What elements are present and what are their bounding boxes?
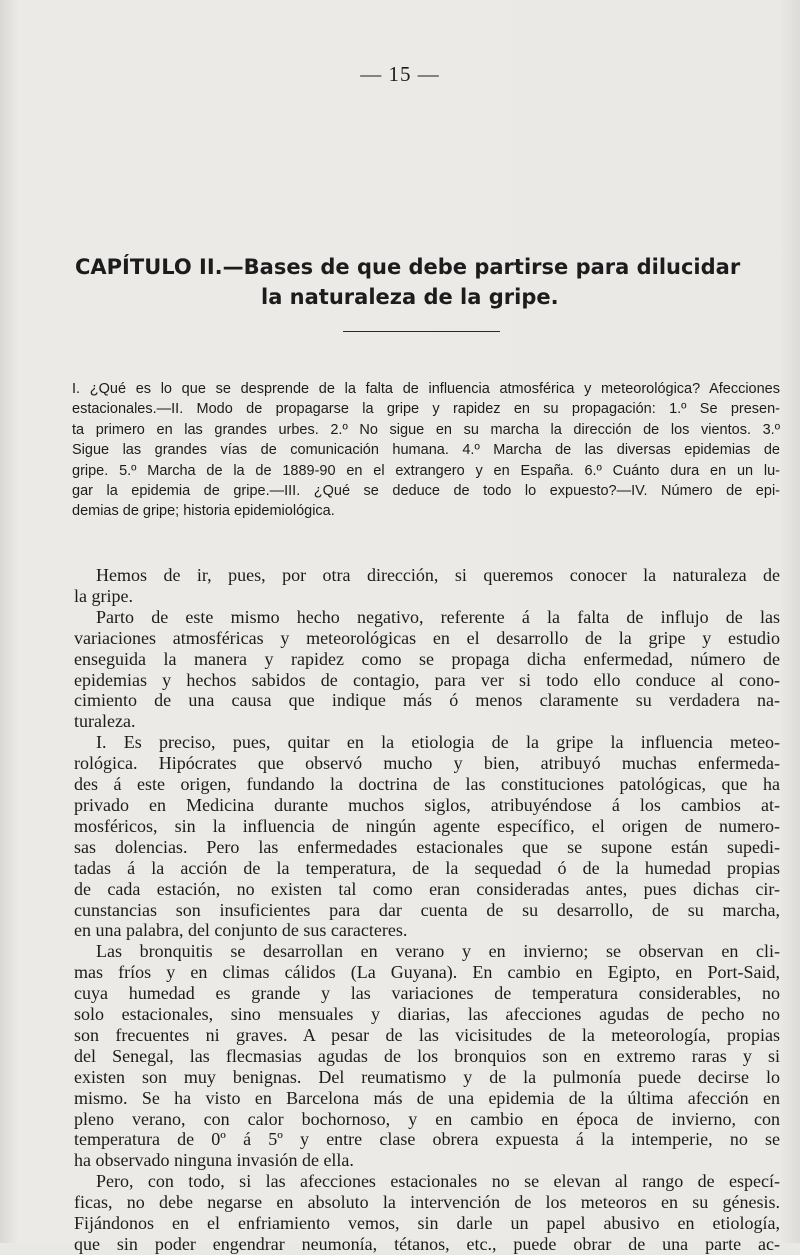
page-number: — 15 — [360, 62, 440, 86]
summary-line: demias de gripe; historia epidemiológica. [72, 503, 335, 520]
body-line: mosféricos, sin la influencia de ningún agente específico, el origen de numero- [74, 815, 780, 836]
body-line: ficas, no debe negarse en absoluto la intervención de los meteoros en su génesis. [74, 1192, 780, 1213]
summary-line: gar la epidemia de gripe.—III. ¿Qué se deduce de todo lo expuesto?—IV. Número de epi- [72, 483, 780, 500]
body-line: rológica. Hipócrates que observó mucho y bien, atribuyó muchas enfermeda- [74, 753, 780, 774]
title-divider [343, 331, 500, 332]
body-line: des á este origen, fundando la doctrina de las constituciones patológicas, que ha [74, 774, 780, 795]
body-line: temperatura de 0º á 5º y entre clase obrera expuesta á la intemperie, no se [74, 1129, 780, 1150]
body-line: cimiento de una causa que indique más ó menos claramente su verdadera na- [74, 690, 780, 711]
summary-line: estacionales.—II. Modo de propagarse la gripe y rapidez en su propagación: 1.º Se presen- [72, 401, 780, 418]
body-line: epidemias y hechos sabidos de contagio, para ver si todo ello conduce al cono- [74, 669, 780, 690]
body-line: turaleza. [74, 711, 136, 732]
body-line: Las bronquitis se desarrollan en verano y en invierno; se observan en cli- [96, 941, 780, 962]
body-line: mismo. Se ha visto en Barcelona más de una epidemia de la última afección en [74, 1087, 780, 1108]
body-line: ha observado ninguna invasión de ella. [74, 1150, 354, 1171]
body-line: cunstancias son insuficientes para dar cuenta de su desarrollo, de su marcha, [74, 899, 780, 920]
body-line: Parto de este mismo hecho negativo, referente á la falta de influjo de las [96, 606, 780, 627]
body-line: Pero, con todo, si las afecciones estacionales no se elevan al rango de especí- [96, 1171, 780, 1192]
body-line: privado en Medicina durante muchos siglos, atribuyéndose á los cambios at- [74, 794, 780, 815]
body-line: mas fríos y en climas cálidos (La Guyana). En cambio en Egipto, en Port-Said, [74, 962, 780, 983]
body-line: del Senegal, las flecmasias agudas de los bronquios son en extremo raras y si [74, 1045, 780, 1066]
body-line: Hemos de ir, pues, por otra dirección, si queremos conocer la naturaleza de [96, 565, 780, 585]
body-line: cuya humedad es grande y las variaciones de temperatura considerables, no [74, 983, 780, 1004]
body-line: de cada estación, no existen tal como eran consideradas antes, pues dichas cir- [74, 878, 780, 899]
body-line: solo estacionales, sino mensuales y diarias, las afecciones agudas de pecho no [74, 1004, 780, 1025]
body-line: existen son muy benignas. Del reumatismo y de la pulmonía puede decirse lo [74, 1066, 780, 1087]
chapter-title-line-1: CAPÍTULO II.—Bases de que debe partirse para dilucidar [75, 255, 741, 279]
body-line: son frecuentes ni graves. A pesar de las vicisitudes de la meteorología, propias [74, 1024, 780, 1045]
body-line: que sin poder engendrar neumonía, tétanos, etc., puede obrar de una parte ac- [74, 1234, 780, 1254]
chapter-title [75, 252, 800, 312]
body-line: sas dolencias. Pero las enfermedades estacionales que se supone están supedi- [74, 836, 780, 857]
summary-line: ta primero en las grandes urbes. 2.º No sigue en su marcha la dirección de los vientos. 3.º [72, 421, 780, 438]
body-line: I. Es preciso, pues, quitar en la etiologia de la gripe la influencia meteo- [96, 732, 780, 753]
body-line: pleno verano, con calor bochornoso, y en cambio en época de invierno, con [74, 1108, 780, 1129]
summary-line: I. ¿Qué es lo que se desprende de la falta de influencia atmosférica y meteorológica? Afecciones [72, 381, 780, 397]
body-text [74, 565, 780, 1255]
body-line: Fijándonos en el enfriamiento vemos, sin darle un papel abusivo en etiología, [74, 1213, 780, 1234]
body-line: tadas á la acción de la temperatura, de la sequedad ó de la humedad propias [74, 857, 780, 878]
chapter-title-line-2: la naturaleza de la gripe. [261, 285, 559, 309]
body-line: la gripe. [74, 585, 133, 606]
summary-line: gripe. 5.º Marcha de la de 1889-90 en el extrangero y en España. 6.º Cuánto dura en un lu- [72, 462, 780, 479]
chapter-summary [72, 379, 780, 522]
summary-line: Sigue las grandes vías de comunicación humana. 4.º Marcha de las diversas epidemias de [72, 442, 780, 459]
body-line: enseguida la manera y rapidez como se propaga dicha enfermedad, número de [74, 648, 780, 669]
body-line: variaciones atmosféricas y meteorológicas en el desarrollo de la gripe y estudio [74, 627, 780, 648]
body-line: en una palabra, del conjunto de sus caracteres. [74, 920, 408, 941]
